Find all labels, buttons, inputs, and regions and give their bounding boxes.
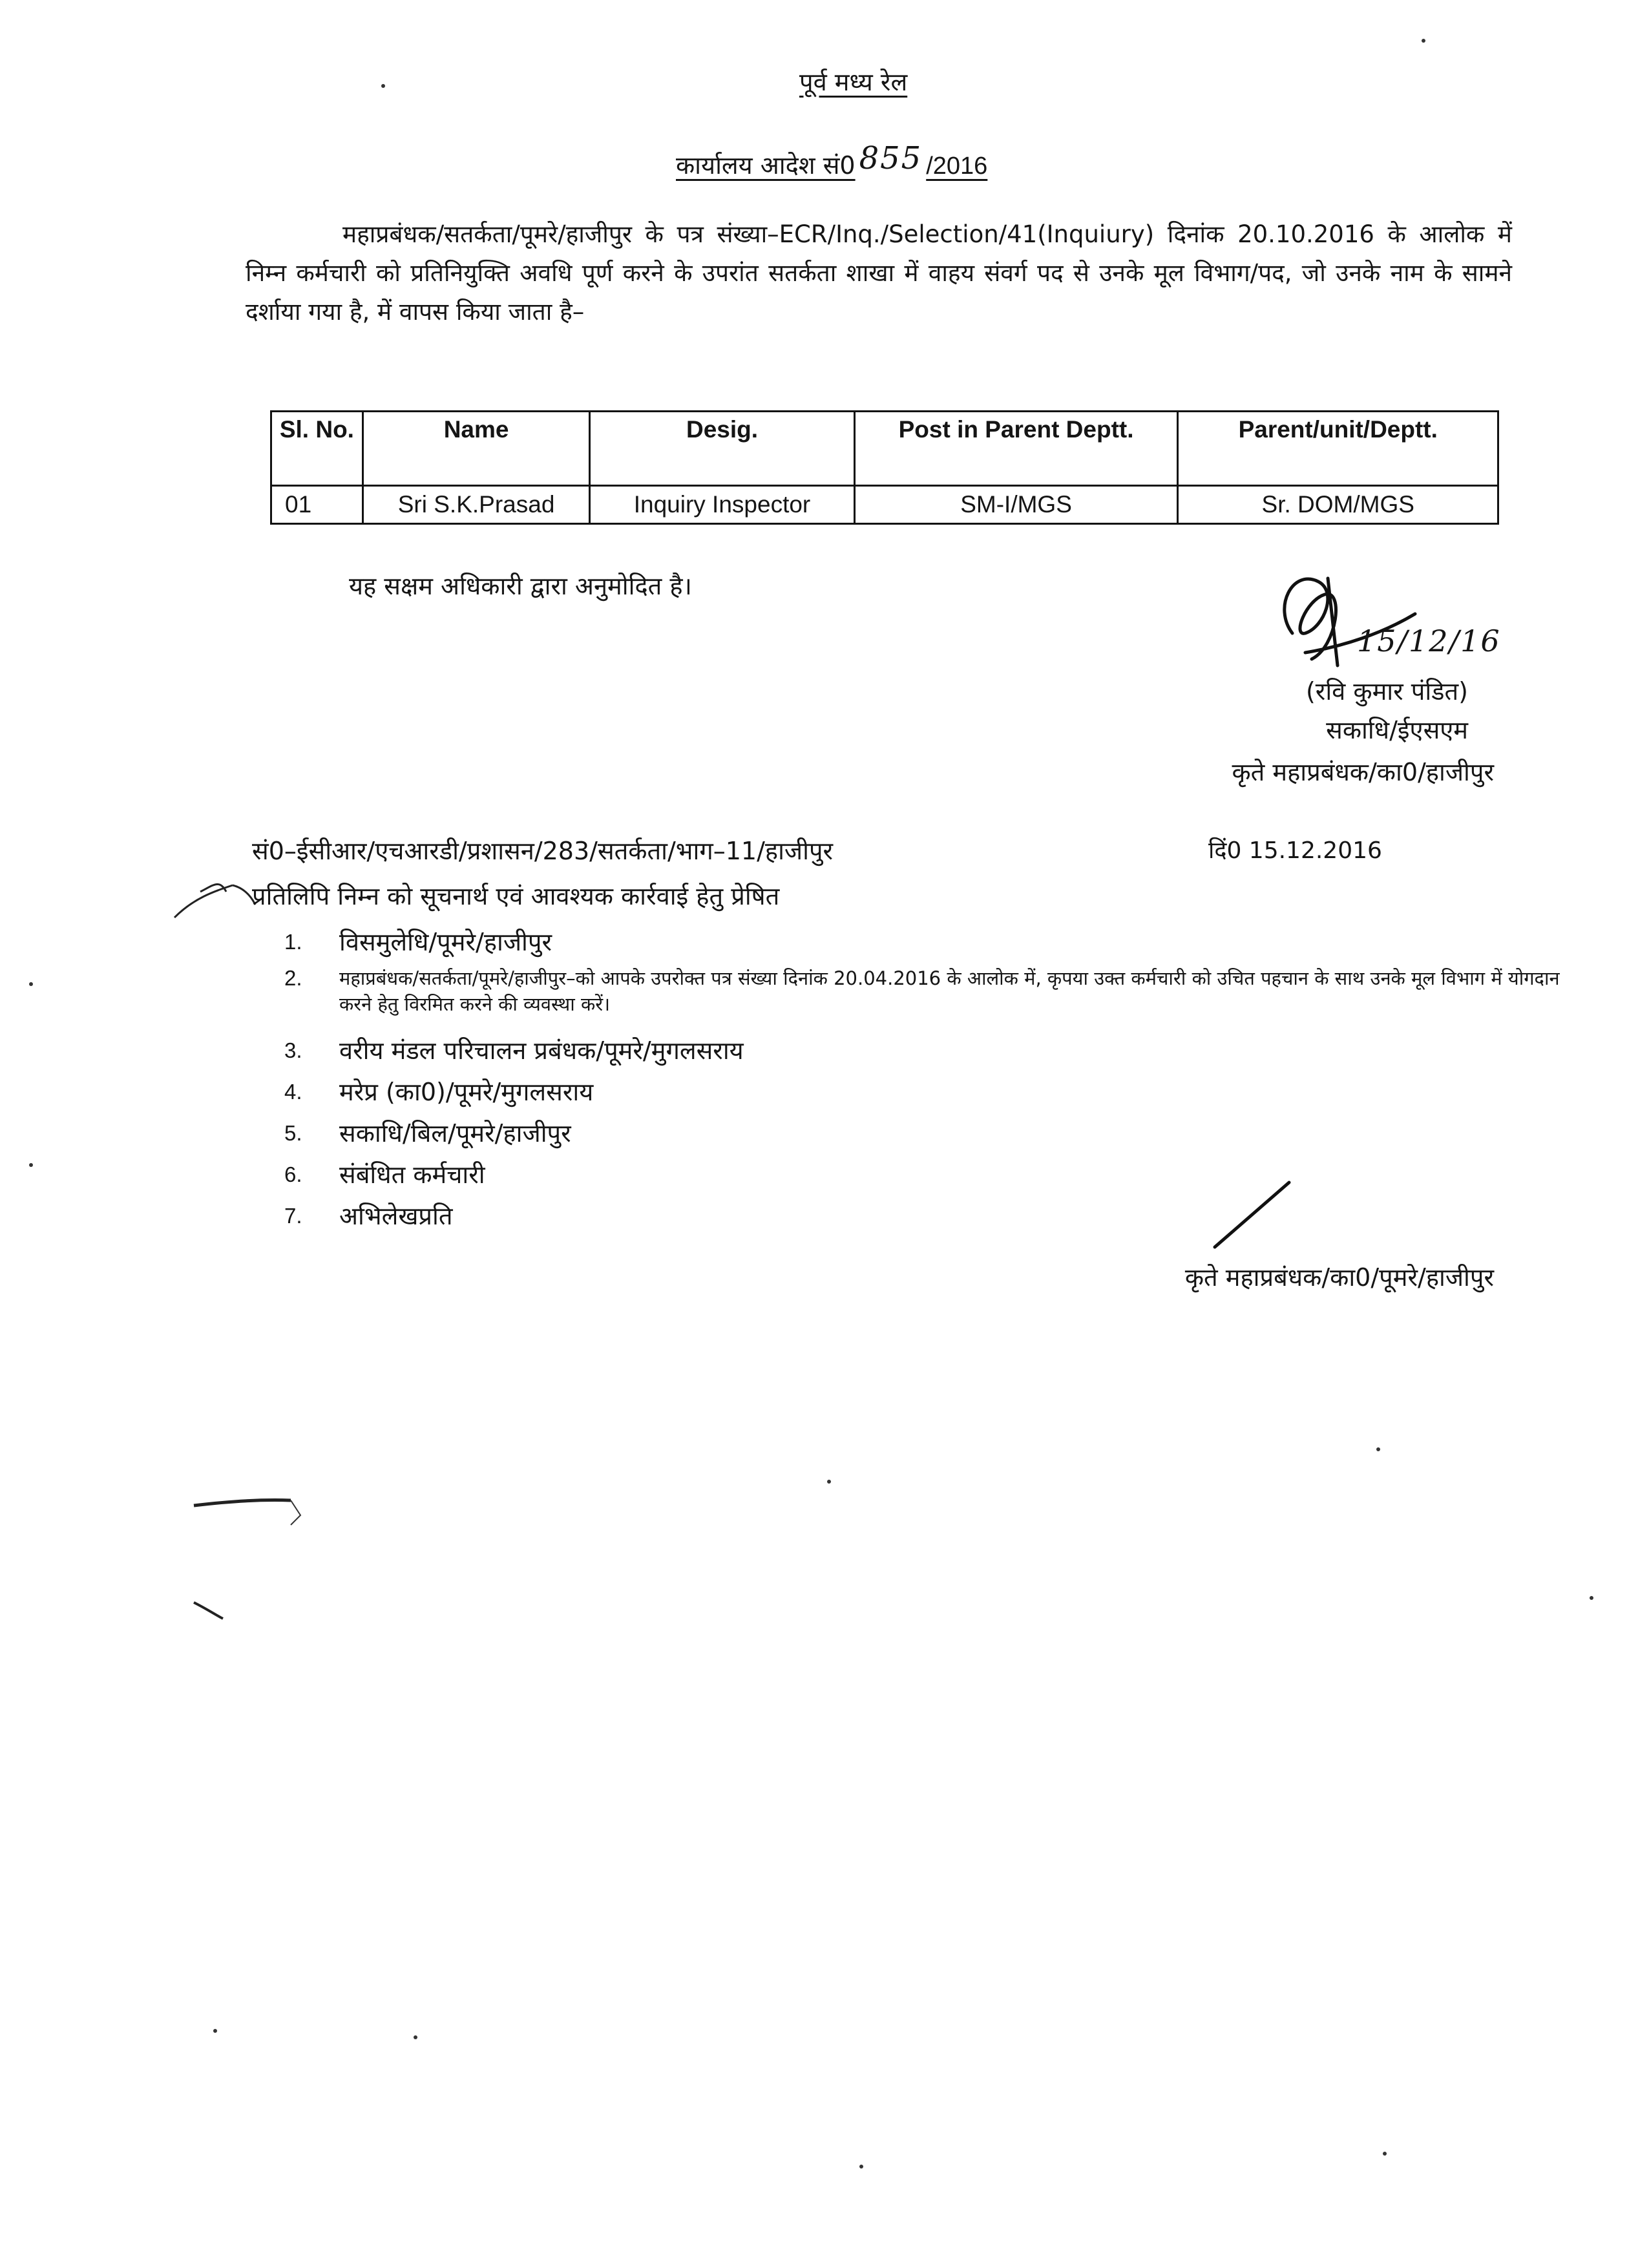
approval-note: यह सक्षम अधिकारी द्वारा अनुमोदित है। (349, 572, 692, 600)
list-number: 4. (284, 1080, 302, 1104)
signatory-on-behalf: कृते महाप्रबंधक/का0/हाजीपुर (1232, 758, 1494, 786)
order-title-prefix: कार्यालय आदेश सं0 (676, 151, 856, 180)
org-title: पूर्व मध्य रेल (799, 68, 908, 96)
list-number: 3. (284, 1038, 302, 1062)
list-item (284, 1074, 1560, 1115)
list-number: 2. (284, 966, 302, 990)
scan-dot (381, 84, 385, 88)
list-text: सकाधि/बिल/पूमरे/हाजीपुर (339, 1119, 571, 1148)
cell-sl-no: 01 (271, 486, 363, 524)
table-row (271, 486, 1498, 524)
cell-desig: Inquiry Inspector (590, 486, 854, 524)
order-title (676, 140, 988, 182)
list-text: संबंधित कर्मचारी (339, 1160, 485, 1189)
list-item (284, 1157, 1560, 1198)
margin-scribble (155, 866, 265, 937)
body-paragraph (246, 215, 1512, 331)
list-text: मरेप्र (का0)/पूमरे/मुगलसराय (339, 1078, 594, 1106)
order-number-handwritten: 855 (859, 140, 923, 176)
reference-number: सं0–ईसीआर/एचआरडी/प्रशासन/283/सतर्कता/भाग–11/हाजीपुर (252, 837, 834, 865)
body-paragraph-text: महाप्रबंधक/सतर्कता/पूमरे/हाजीपुर के पत्र संख्या–ECR/Inq./Selection/41(Inquiury) दिनांक 20.10.2016 के आलोक में निम्न कर्मचारी को प्रतिनियुक्ति अवधि पूर्ण करने के उपरांत सतर्कता शाखा में वाहय संवर्ग पद से उनके मूल विभाग/पद, जो उनके नाम के सामने दर्शाया गया है, में वापस किया जाता है– (246, 220, 1512, 326)
cell-name: Sri S.K.Prasad (362, 486, 590, 524)
col-header-post-parent: Post in Parent Deptt. (854, 412, 1178, 486)
scan-dot (414, 2035, 417, 2039)
cell-parent-unit: Sr. DOM/MGS (1178, 486, 1498, 524)
scan-dot (213, 2029, 217, 2033)
cell-post-parent: SM-I/MGS (854, 486, 1178, 524)
list-number: 6. (284, 1162, 302, 1186)
signatory-name: (रवि कुमार पंडित) (1305, 677, 1468, 706)
scan-mark (187, 1480, 317, 1648)
list-item (284, 1198, 1560, 1239)
list-item (284, 1115, 1560, 1157)
list-number: 7. (284, 1204, 302, 1228)
reference-date: दिं0 15.12.2016 (1208, 837, 1382, 864)
list-item (284, 965, 1560, 1033)
list-text: महाप्रबंधक/सतर्कता/पूमरे/हाजीपुर–को आपके उपरोक्त पत्र संख्या दिनांक 20.04.2016 के आलोक में, कृपया उक्त कर्मचारी को उचित पहचान के साथ उनके मूल विभाग में योगदान करने हेतु विरमित करने की व्यवस्था करें। (339, 967, 1560, 1015)
list-text: वरीय मंडल परिचालन प्रबंधक/पूमरे/मुगलसराय (339, 1036, 744, 1065)
scan-dot (29, 982, 33, 986)
table-header-row (271, 412, 1498, 486)
list-number: 1. (284, 930, 302, 954)
list-item (284, 924, 1560, 965)
list-text: विसमुलेधि/पूमरे/हाजीपुर (339, 928, 552, 956)
copy-list (284, 924, 1560, 1239)
col-header-sl-no: Sl. No. (271, 412, 363, 486)
staff-table (270, 410, 1499, 525)
scan-dot (1590, 1596, 1593, 1600)
scan-dot (29, 1163, 33, 1167)
signature-stroke (1208, 1176, 1299, 1254)
scan-dot (827, 1480, 831, 1484)
col-header-name: Name (362, 412, 590, 486)
scan-dot (859, 2165, 863, 2168)
list-text: अभिलेखप्रति (339, 1202, 453, 1230)
signature-date: 15/12/16 (1357, 624, 1501, 658)
footer-on-behalf: कृते महाप्रबंधक/का0/पूमरे/हाजीपुर (1184, 1263, 1494, 1292)
scan-dot (1376, 1447, 1380, 1451)
order-year: /2016 (926, 152, 988, 180)
col-header-parent-unit: Parent/unit/Deptt. (1178, 412, 1498, 486)
col-header-desig: Desig. (590, 412, 854, 486)
scan-dot (1383, 2152, 1387, 2156)
signatory-designation: सकाधि/ईएसएम (1326, 716, 1468, 744)
scan-dot (1422, 39, 1425, 43)
list-item (284, 1033, 1560, 1074)
list-number: 5. (284, 1121, 302, 1145)
copy-intro: प्रतिलिपि निम्न को सूचनार्थ एवं आवश्यक कार्रवाई हेतु प्रेषित (252, 882, 780, 910)
